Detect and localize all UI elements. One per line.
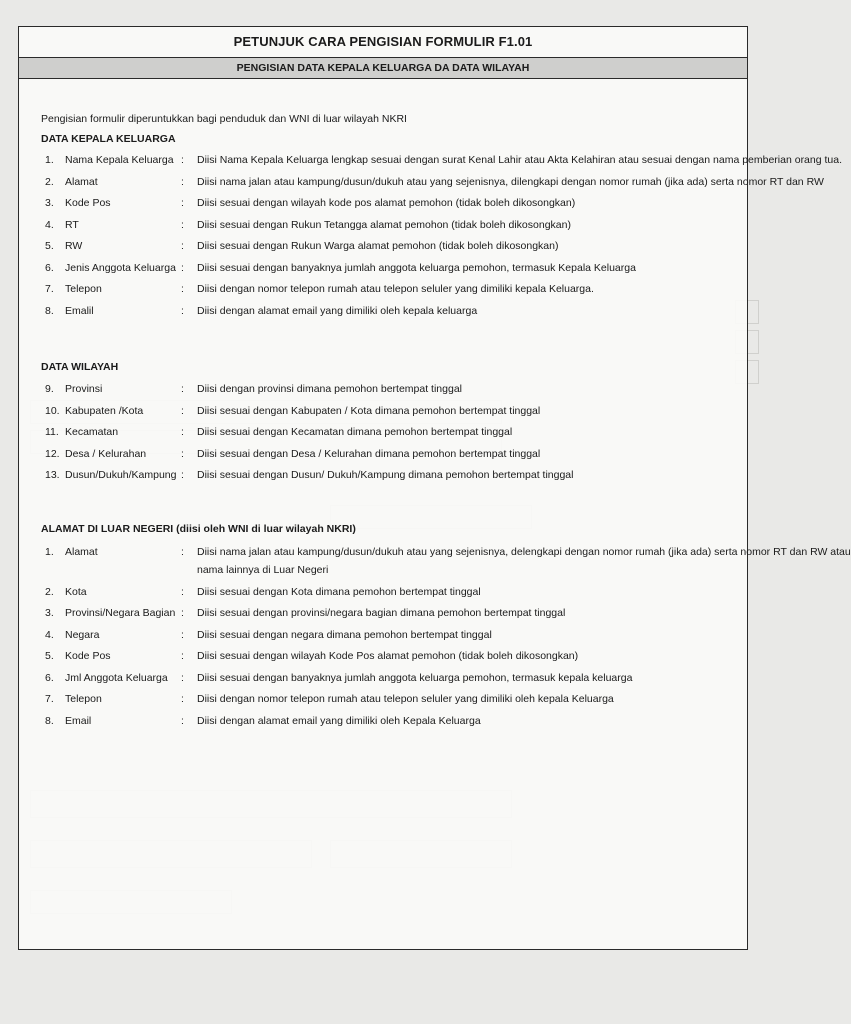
item-label: Kecamatan [65,426,119,438]
item-number: 1. [45,154,54,166]
item-description: Diisi sesuai dengan Kota dimana pemohon bertempat tinggal [197,585,481,598]
item-separator: : [181,383,184,395]
item-description: Diisi sesuai dengan Kabupaten / Kota dimana pemohon bertempat tinggal [197,404,541,417]
item-number: 5. [45,240,54,252]
item-label: RW [65,240,83,252]
item-separator: : [181,585,184,598]
item-separator: : [181,671,184,684]
item-description-continued: nama lainnya di Luar Negeri [197,564,329,576]
item-separator: : [181,546,184,558]
item-description: Diisi sesuai dengan Rukun Warga alamat pemohon (tidak boleh dikosongkan) [197,240,559,252]
item-number: 7. [45,283,54,295]
item-number: 4. [45,218,54,231]
item-separator: : [181,469,184,481]
document-subtitle: PENGISIAN DATA KEPALA KELUARGA DA DATA WILAYAH [19,58,747,79]
item-separator: : [181,404,184,417]
item-separator: : [181,283,184,295]
item-description: Diisi sesuai dengan Dusun/ Dukuh/Kampung dimana pemohon bertempat tinggal [197,469,574,481]
item-number: 7. [45,693,54,705]
item-label: Dusun/Dukuh/Kampung [65,469,177,481]
item-number: 9. [45,383,54,395]
item-separator: : [181,197,184,209]
list-item [41,259,731,277]
item-label: Kabupaten /Kota [65,404,144,417]
item-description: Diisi sesuai dengan banyaknya jumlah anggota keluarga pemohon, termasuk kepala keluarga [197,671,633,684]
item-separator: : [181,447,184,460]
item-separator: : [181,240,184,252]
list-item [41,712,731,730]
item-description: Diisi sesuai dengan negara dimana pemohon bertempat tinggal [197,628,492,641]
item-description: Diisi Nama Kepala Keluarga lengkap sesuai dengan surat Kenal Lahir atau Akta Kelahiran atau sesuai dengan nama pemberian orang tua. [197,154,843,166]
item-label: RT [65,218,79,231]
intro-text: Pengisian formulir diperuntukkan bagi penduduk dan WNI di luar wilayah NKRI [41,113,407,125]
item-description: Diisi sesuai dengan wilayah Kode Pos alamat pemohon (tidak boleh dikosongkan) [197,650,579,662]
item-label: Negara [65,628,100,641]
item-number: 10. [45,404,60,417]
item-separator: : [181,304,184,317]
item-label: Alamat [65,546,98,558]
item-description: Diisi sesuai dengan provinsi/negara bagian dimana pemohon bertempat tinggal [197,607,566,619]
item-label: Kode Pos [65,650,111,662]
list-item [41,543,851,576]
item-description: Diisi nama jalan atau kampung/dusun/dukuh atau yang sejenisnya, delengkapi dengan nomor rumah (jika ada) serta nomor RT dan RW atau [197,546,851,558]
item-separator: : [181,426,184,438]
item-label: Desa / Kelurahan [65,447,147,460]
section-heading-luar-negeri: ALAMAT DI LUAR NEGERI (diisi oleh WNI di luar wilayah NKRI) [41,523,356,535]
list-item [41,151,843,169]
list-item [41,194,731,212]
item-label: Provinsi/Negara Bagian [65,607,176,619]
item-number: 8. [45,714,54,727]
item-label: Telepon [65,693,102,705]
item-description: Diisi sesuai dengan Desa / Kelurahan dimana pemohon bertempat tinggal [197,447,541,460]
list-item [41,583,731,601]
item-description: Diisi dengan nomor telepon rumah atau telepon seluler yang dimiliki kepala Keluarga. [197,283,594,295]
item-label: Alamat [65,175,98,188]
item-separator: : [181,650,184,662]
item-number: 6. [45,671,54,684]
item-description: Diisi dengan nomor telepon rumah atau telepon seluler yang dimiliki oleh kepala Keluarga [197,693,614,705]
item-separator: : [181,693,184,705]
section-heading-wilayah: DATA WILAYAH [41,361,119,373]
item-number: 13. [45,469,60,481]
item-description: Diisi sesuai dengan Kecamatan dimana pemohon bertempat tinggal [197,426,513,438]
list-item [41,402,731,420]
list-item [41,237,731,255]
item-number: 8. [45,304,54,317]
item-number: 3. [45,197,54,209]
instruction-sheet [18,26,851,950]
item-label: Email [65,714,92,727]
item-description: Diisi dengan provinsi dimana pemohon bertempat tinggal [197,383,462,395]
list-item [41,423,731,441]
document-title: PETUNJUK CARA PENGISIAN FORMULIR F1.01 [19,27,747,58]
item-separator: : [181,175,184,188]
item-separator: : [181,714,184,727]
item-label: Telepon [65,283,102,295]
item-separator: : [181,628,184,641]
item-label: Jml Anggota Keluarga [65,671,168,684]
item-number: 6. [45,261,54,274]
list-item [41,626,731,644]
list-item [41,302,731,320]
item-separator: : [181,261,184,274]
item-separator: : [181,154,184,166]
item-description: Diisi sesuai dengan wilayah kode pos alamat pemohon (tidak boleh dikosongkan) [197,197,576,209]
item-label: Kode Pos [65,197,111,209]
item-number: 2. [45,175,54,188]
item-label: Kota [65,585,87,598]
list-item [41,669,731,687]
item-number: 12. [45,447,60,460]
item-separator: : [181,218,184,231]
item-label: Emalil [65,304,94,317]
item-description: Diisi sesuai dengan banyaknya jumlah anggota keluarga pemohon, termasuk Kepala Keluarga [197,261,636,274]
list-item [41,647,731,665]
item-description: Diisi dengan alamat email yang dimiliki oleh Kepala Keluarga [197,714,481,727]
item-label: Jenis Anggota Keluarga [65,261,176,274]
list-item [41,380,731,398]
item-label: Provinsi [65,383,103,395]
item-number: 2. [45,585,54,598]
item-number: 11. [45,426,59,438]
item-number: 5. [45,650,54,662]
item-description: Diisi nama jalan atau kampung/dusun/dukuh atau yang sejenisnya, dilengkapi dengan nomor rumah (jika ada) serta nomor RT dan RW [197,175,824,188]
list-item [41,690,731,708]
item-label: Nama Kepala Keluarga [65,154,174,166]
item-separator: : [181,607,184,619]
list-item [41,604,731,622]
item-number: 4. [45,628,54,641]
list-item [41,173,824,191]
item-description: Diisi sesuai dengan Rukun Tetangga alamat pemohon (tidak boleh dikosongkan) [197,218,571,231]
item-number: 1. [45,546,54,558]
item-number: 3. [45,607,54,619]
item-description: Diisi dengan alamat email yang dimiliki oleh kepala keluarga [197,304,478,317]
list-item [41,445,731,463]
list-item [41,216,731,234]
section-heading-kepala-keluarga: DATA KEPALA KELUARGA [41,133,176,145]
list-item [41,280,731,298]
list-item [41,466,731,484]
